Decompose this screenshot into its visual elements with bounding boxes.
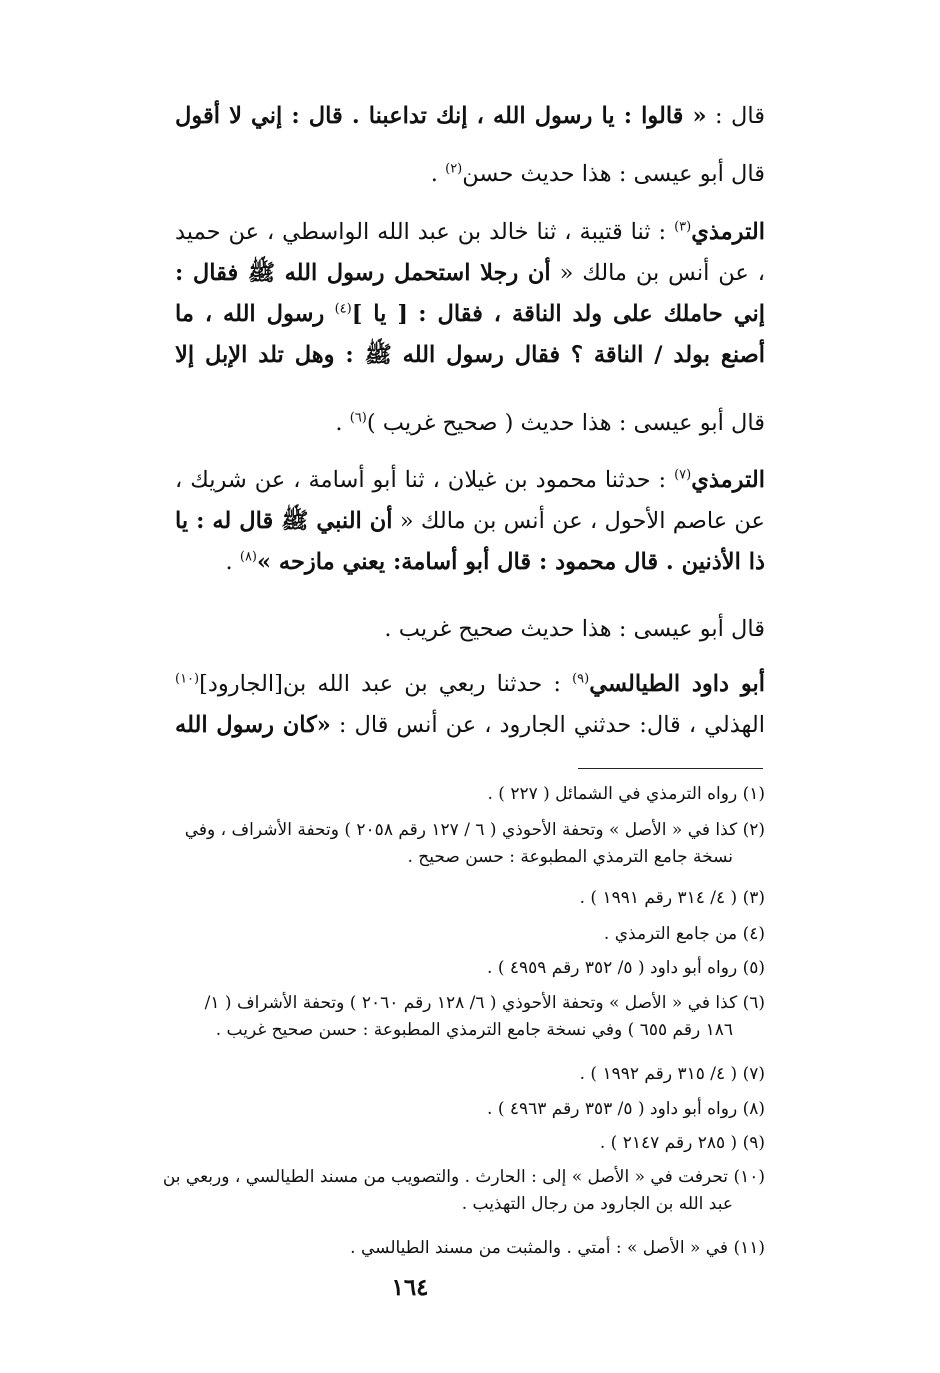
- paragraph-2-end: .: [430, 161, 438, 187]
- footnote-10: [25, 1164, 765, 1222]
- footnote-9: [175, 1130, 765, 1157]
- paragraph-4-text: قال أبو عيسى : هذا حديث ( صحيح غريب ): [366, 410, 765, 436]
- footnote-continuation: نسخة جامع الترمذي المطبوعة : حسن صحيح .: [407, 847, 733, 867]
- paragraph-7-author: أبو داود الطيالسي: [589, 671, 765, 697]
- paragraph-2-text: قال أبو عيسى : هذا حديث حسن: [462, 161, 765, 187]
- footnote-text: رواه أبو داود ( ٥/ ٣٥٢ رقم ٤٩٥٩ ) .: [487, 958, 738, 978]
- paragraph-6-text: قال أبو عيسى : هذا حديث صحيح غريب .: [384, 616, 765, 642]
- footnote-11: [175, 1235, 765, 1262]
- footnote-number: (١): [742, 784, 765, 804]
- paragraph-5-quote: أن النبي ﷺ قال له : يا ذا الأذنين . قال محمود : قال أبو أسامة: يعني مازحه »: [175, 508, 765, 575]
- footnote-ref-4[interactable]: (٤): [334, 301, 352, 317]
- paragraph-1-quote: « قالوا : يا رسول الله ، إنك تداعبنا . قال : إني لا أقول: [175, 103, 707, 129]
- footnote-text: تحرفت في « الأصل » إلى : الحارث . والتصويب من مسند الطيالسي ، وربعي بن: [162, 1167, 729, 1187]
- footnote-text: ( ٤/ ٣١٥ رقم ١٩٩٢ ) .: [579, 1064, 738, 1084]
- footnote-ref-8[interactable]: (٨): [239, 549, 257, 565]
- paragraph-3-chain: : ثنا قتيبة ، ثنا خالد بن عبد الله الواسطي ، عن حميد ، عن أنس بن مالك: [175, 219, 765, 286]
- footnote-text: ( ٢٨٥ رقم ٢١٤٧ ) .: [599, 1133, 738, 1153]
- footnote-3: [175, 885, 765, 912]
- footnote-8: [175, 1096, 765, 1123]
- footnote-text: في « الأصل » : أمتي . والمثبت من مسند الطيالسي .: [350, 1238, 729, 1258]
- paragraph-3-quote-open: «: [559, 260, 574, 286]
- paragraph-5-chain: : حدثنا محمود بن غيلان ، ثنا أبو أسامة ، عن شريك ، عن عاصم الأحول ، عن أنس بن مالك: [175, 467, 765, 534]
- footnote-number: (٢): [742, 820, 765, 840]
- footnote-ref-9[interactable]: (٩): [572, 671, 590, 687]
- footnote-separator: [578, 768, 763, 769]
- paragraph-3-author: الترمذي: [691, 219, 765, 245]
- paragraph-2: [175, 154, 765, 195]
- footnote-ref-6[interactable]: (٦): [349, 410, 367, 426]
- footnote-text: رواه الترمذي في الشمائل ( ٢٢٧ ) .: [487, 784, 738, 804]
- paragraph-3-added-text: [ يا ]: [351, 301, 409, 327]
- paragraph-3-quote-1: أن رجلا استحمل رسول الله ﷺ فقال : إني حاملك على ولد الناقة ، فقال :: [175, 260, 765, 327]
- paragraph-1: [175, 96, 765, 137]
- paragraph-5-quote-open: «: [399, 508, 414, 534]
- footnote-number: (٨): [742, 1099, 765, 1119]
- footnote-continuation: ١٨٦ رقم ٦٥٥ ) وفي نسخة جامع الترمذي المطبوعة : حسن صحيح غريب .: [215, 1020, 733, 1040]
- footnote-ref-7[interactable]: (٧): [674, 467, 692, 483]
- footnote-number: (٦): [742, 993, 765, 1013]
- paragraph-7-chain-2: الهذلي ، قال: حدثني الجارود ، عن أنس قال :: [338, 712, 765, 738]
- footnote-2: [175, 817, 765, 875]
- footnote-text: رواه أبو داود ( ٥/ ٣٥٣ رقم ٤٩٦٣ ) .: [487, 1099, 738, 1119]
- footnote-number: (٤): [742, 924, 765, 944]
- footnote-number: (٥): [742, 958, 765, 978]
- paragraph-7: [175, 664, 765, 746]
- paragraph-3: [175, 212, 765, 376]
- page-number: ١٦٤: [391, 1274, 429, 1301]
- footnote-text: ( ٤/ ٣١٤ رقم ١٩٩١ ) .: [579, 888, 738, 908]
- paragraph-5-end: .: [225, 549, 233, 575]
- footnote-number: (٣): [742, 888, 765, 908]
- footnote-6: [25, 990, 765, 1048]
- footnote-5: [175, 955, 765, 982]
- footnote-text: من جامع الترمذي .: [603, 924, 738, 944]
- footnote-ref-2[interactable]: (٢): [445, 161, 463, 177]
- paragraph-4-end: .: [335, 410, 343, 436]
- paragraph-3-quote-2: رسول الله ، ما أصنع بولد / الناقة ؟ فقال رسول الله ﷺ : وهل تلد الإبل إلا: [175, 301, 765, 368]
- footnote-number: (١٠): [733, 1167, 765, 1187]
- paragraph-7-chain-1: : حدثنا ربعي بن عبد الله بن: [282, 671, 561, 697]
- paragraph-5: [175, 460, 765, 583]
- footnote-7: [175, 1061, 765, 1088]
- paragraph-6: [175, 609, 765, 650]
- footnote-text: كذا في « الأصل » وتحفة الأحوذي ( ٦/ ١٢٨ رقم ٢٠٦٠ ) وتحفة الأشراف ( ١/: [204, 993, 738, 1013]
- paragraph-7-added-name: [الجارود]: [199, 671, 283, 697]
- footnote-number: (٧): [742, 1064, 765, 1084]
- footnote-number: (١١): [733, 1238, 765, 1258]
- paragraph-1-lead: قال :: [715, 103, 765, 129]
- footnote-number: (٩): [742, 1133, 765, 1153]
- paragraph-7-quote-1: «كان رسول الله: [175, 712, 331, 738]
- footnote-1: [175, 781, 765, 808]
- paragraph-5-author: الترمذي: [691, 467, 765, 493]
- footnote-ref-10[interactable]: (١٠): [175, 671, 200, 687]
- paragraph-4: [175, 403, 765, 444]
- footnote-ref-3[interactable]: (٣): [674, 219, 692, 235]
- footnote-text: كذا في « الأصل » وتحفة الأحوذي ( ٦ / ١٢٧ رقم ٢٠٥٨ ) وتحفة الأشراف ، وفي: [184, 820, 738, 840]
- footnote-4: [175, 921, 765, 948]
- footnote-continuation: عبد الله بن الجارود من رجال التهذيب .: [461, 1194, 733, 1214]
